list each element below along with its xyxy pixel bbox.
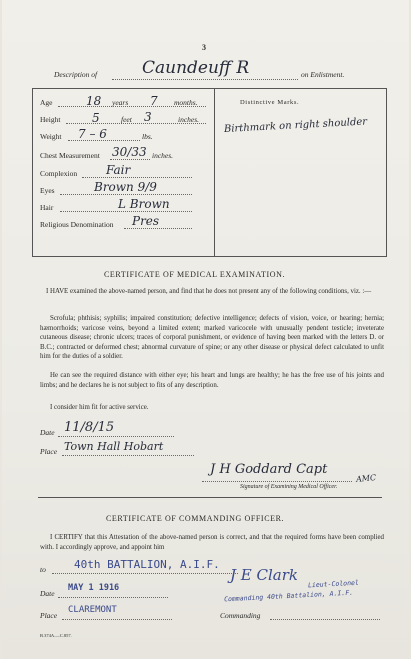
religion-label: Religious Denomination xyxy=(40,220,114,229)
medical-signature-line xyxy=(202,481,352,482)
medical-place-value: Town Hall Hobart xyxy=(64,440,164,453)
page-number: 3 xyxy=(202,43,206,52)
commanding-date-label: Date xyxy=(40,589,55,598)
distinctive-marks-value: Birthmark on right shoulder xyxy=(223,116,368,135)
weight-value: 7 – 6 xyxy=(78,127,107,141)
medical-signature-caption: Signature of Examining Medical Officer. xyxy=(240,484,338,490)
commanding-place-line xyxy=(62,619,172,620)
medical-date-label: Date xyxy=(40,428,55,437)
date-stamp: MAY 1 1916 xyxy=(68,583,120,593)
on-enlistment-label: on Enlistment. xyxy=(301,70,345,79)
hair-line xyxy=(60,211,192,212)
box-divider xyxy=(214,88,215,256)
medical-date-line xyxy=(58,436,174,437)
medical-officer-signature-suffix: AMC xyxy=(355,472,377,485)
medical-date-value: 11/8/15 xyxy=(64,420,115,435)
eyes-label: Eyes xyxy=(40,186,55,195)
lbs-label: lbs. xyxy=(142,132,153,141)
command-stamp: Commanding 40th Battalion, A.I.F. xyxy=(223,588,354,604)
chest-line xyxy=(110,159,150,160)
commanding-date-line xyxy=(58,597,168,598)
medical-fit-text: I consider him fit for active service. xyxy=(50,404,149,411)
medical-place-line xyxy=(62,455,194,456)
place-stamp: CLAREMONT xyxy=(68,605,117,615)
years-label: years xyxy=(112,98,129,107)
eyes-line xyxy=(60,194,192,195)
footer-code: B.374A.—C.857. xyxy=(40,633,72,638)
weight-label: Weight xyxy=(40,132,62,141)
commanding-to-label: to xyxy=(40,565,46,574)
medical-intro: I HAVE examined the above-named person, and find that he does not present any of the following conditions, viz. :— xyxy=(46,288,372,295)
medical-place-label: Place xyxy=(40,447,58,456)
commanding-to-line xyxy=(52,573,238,574)
inches-label: inches. xyxy=(178,115,200,124)
chest-inches-label: inches. xyxy=(152,151,174,160)
section-divider xyxy=(38,497,382,498)
commanding-title: CERTIFICATE OF COMMANDING OFFICER. xyxy=(106,514,285,523)
religion-line xyxy=(124,228,192,229)
complexion-label: Complexion xyxy=(40,169,78,178)
feet-label: feet xyxy=(121,115,132,124)
age-years: 18 xyxy=(86,94,102,108)
hair-value: L Brown xyxy=(118,197,170,211)
medical-conditions: Scrofula; phthisis; syphilis; impaired constitution; defective intelligence; defects of vision, voice, or hearing; hernia; hæmorrhoids; varicose veins, beyond a limited extent; marked varicocele with unusually pendent testicle; inveterate cutaneous disease; chronic ulcers; traces of corporal punishment, or evidence of having been marked with the letters D. or B.C.; contracted or deformed chest; abnormal curvature of spine; or any other disease or physical defect calculated to unfit him for the duties of a soldier. xyxy=(40,315,384,361)
commanding-label: Commanding xyxy=(220,611,261,620)
distinctive-marks-label: Distinctive Marks. xyxy=(240,99,300,106)
medical-sight-text: He can see the required distance with either eye; his heart and lungs are healthy; he has the free use of his joints and limbs; and he declares he is not subject to fits of any description. xyxy=(40,372,384,389)
soldier-name: Caundeuff R xyxy=(142,58,250,78)
chest-value: 30/33 xyxy=(112,145,147,159)
description-label: Description of xyxy=(54,70,98,79)
months-label: months. xyxy=(174,98,198,107)
age-label: Age xyxy=(40,98,53,107)
commanding-line xyxy=(270,619,380,620)
attestation-page xyxy=(2,0,409,659)
complexion-line xyxy=(82,177,192,178)
commanding-place-label: Place xyxy=(40,611,58,620)
medical-title: CERTIFICATE OF MEDICAL EXAMINATION. xyxy=(104,270,286,279)
rank-stamp: Lieut-Colonel xyxy=(307,578,360,590)
hair-label: Hair xyxy=(40,203,54,212)
complexion-value: Fair xyxy=(106,163,131,177)
eyes-value: Brown 9/9 xyxy=(94,180,157,194)
height-label: Height xyxy=(40,115,61,124)
unit-stamp: 40th BATTALION, A.I.F. xyxy=(74,558,220,571)
religion-value: Pres xyxy=(132,214,160,228)
height-feet: 5 xyxy=(92,111,100,125)
age-months: 7 xyxy=(150,94,158,108)
commanding-officer-signature: J E Clark xyxy=(230,566,298,584)
medical-officer-signature: J H Goddard Capt xyxy=(210,462,328,477)
commanding-text: I CERTIFY that this Attestation of the above-named person is correct, and that the required forms have been complied with. I accordingly approve, and appoint him xyxy=(40,534,384,551)
chest-label: Chest Measurement xyxy=(40,151,100,160)
height-inches: 3 xyxy=(144,110,152,124)
name-line xyxy=(112,79,298,80)
description-box xyxy=(32,88,387,257)
